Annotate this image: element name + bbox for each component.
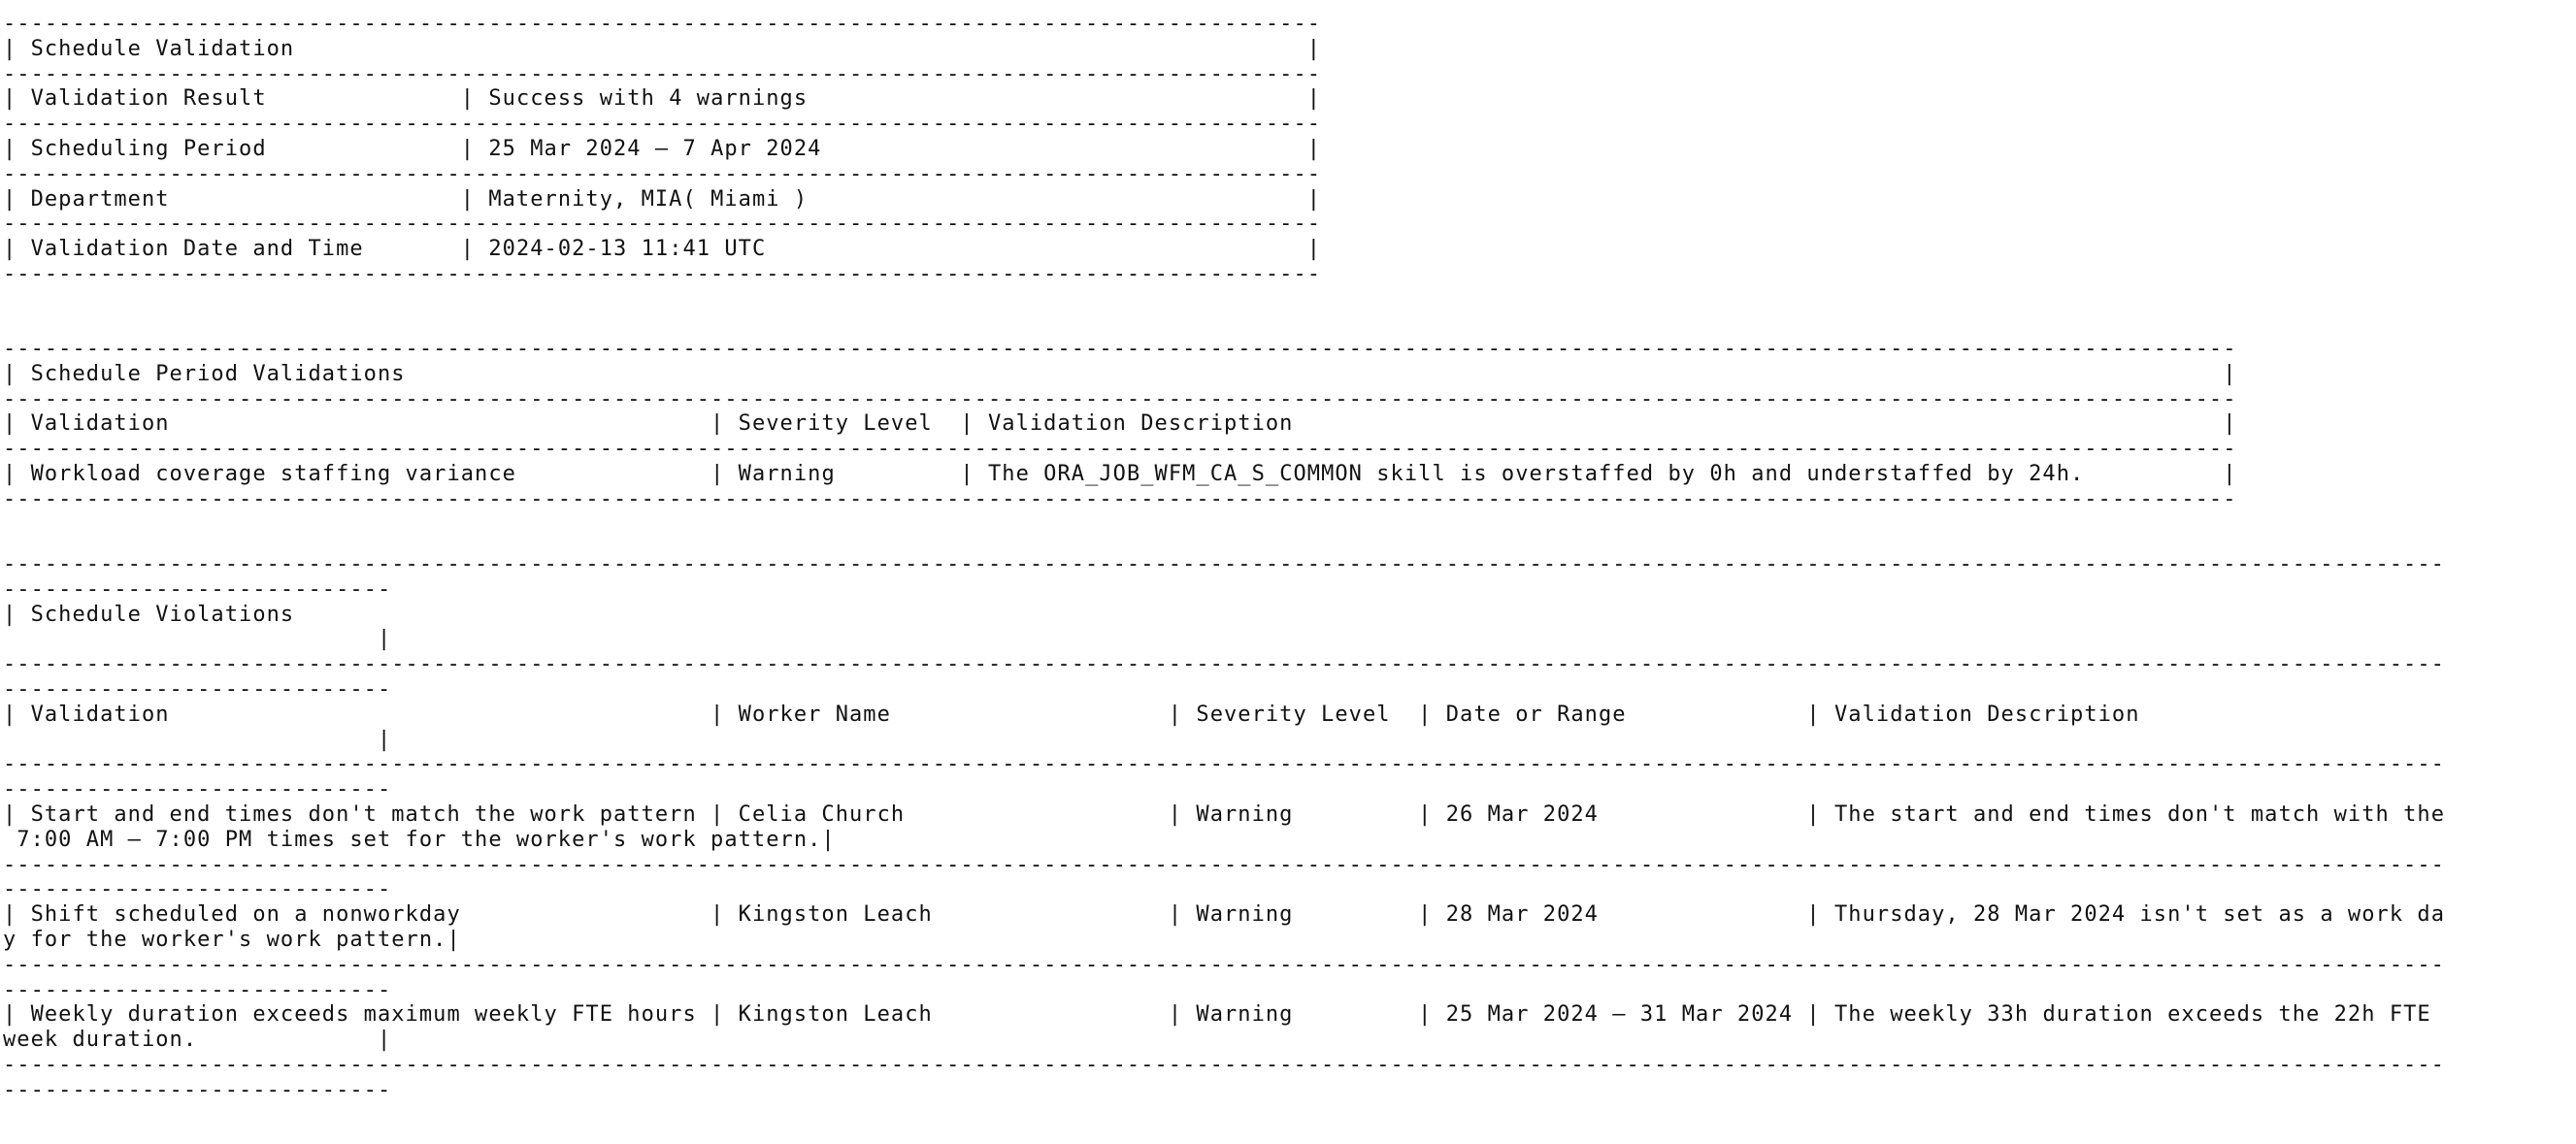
field-label: Validation Result	[30, 86, 267, 112]
section-title: Schedule Violations	[30, 602, 295, 627]
column-header: Severity Level	[738, 411, 933, 437]
field-value: 25 Mar 2024 – 7 Apr 2024	[488, 136, 822, 161]
table-cell: The start and end times don't match with the	[1834, 801, 2446, 827]
schedule-validation-table: ----------------------------------------------------------------------------------------------- | Schedule Validation | ----------------------------------------------------------------------------------------------- | Validation Result | Success with 4 warnings | ----------------------------------------------------------------------------------------------- | Scheduling Period | 25 Mar 2024 – 7 Apr 2024 | ----------------------------------------------------------------------------------------------- | Department | Maternity, MIA( Miami ) | ----------------------------------------------------------------------------------------------- | Validation Date and Time | 2024-02-13 11:41 UTC | -----------------------------------------------------------------------------------------------	[3, 12, 1322, 286]
column-header: Validation Description	[1834, 702, 2140, 727]
table-cell: 26 Mar 2024	[1445, 801, 1599, 827]
table-cell: Shift scheduled on a nonworkday	[30, 902, 461, 928]
field-label: Department	[30, 186, 170, 212]
table-cell: Warning	[738, 461, 836, 486]
table-cell: Workload coverage staffing variance	[30, 461, 516, 486]
column-header: Date or Range	[1445, 702, 1627, 727]
table-cell: Weekly duration exceeds maximum weekly FTE hours	[30, 1002, 697, 1028]
table-cell: Warning	[1196, 902, 1294, 928]
field-label: Validation Date and Time	[30, 237, 364, 262]
table-cell: Kingston Leach	[738, 902, 933, 928]
schedule-violations-table: -------------------------------------------------------------------------------------------------------------------------------------------------------------------------------- ---------------------------- | Schedule Violations | -------------------------------------------------------------------------------------------------------------------------------------------------------------------------------- ---------------------------- | Validation | Worker Name | Severity Level | Date or Range | Validation Description | -------------------------------------------------------------------------------------------------------------------------------------------------------------------------------- ---------------------------- | Start and end times don't match the work pattern | Celia Church | Warning | 26 Mar 2024 | The start and end times don't match with the 7:00 AM – 7:00 PM times set for the worker's work pattern.| -------------------------------------------------------------------------------------------------------------------------------------------------------------------------------- ---------------------------- | Shift scheduled on a nonworkday | Kingston Leach | Warning | 28 Mar 2024 | Thursday, 28 Mar 2024 isn't set as a work da y for the worker's work pattern.| -------------------------------------------------------------------------------------------------------------------------------------------------------------------------------- ---------------------------- | Weekly duration exceeds maximum weekly FTE hours | Kingston Leach | Warning | 25 Mar 2024 – 31 Mar 2024 | The weekly 33h duration exceeds the 22h FTE week duration. | -------------------------------------------------------------------------------------------------------------------------------------------------------------------------------- ----------------------------	[3, 552, 2446, 1102]
column-header: Severity Level	[1196, 702, 1391, 727]
table-cell: 25 Mar 2024 – 31 Mar 2024	[1445, 1002, 1794, 1028]
table-cell: The weekly 33h duration exceeds the 22h FTE	[1834, 1002, 2446, 1028]
table-cell: week duration.	[3, 1028, 198, 1053]
column-header: Worker Name	[738, 702, 891, 727]
table-cell: Warning	[1196, 1002, 1294, 1028]
field-value: Maternity, MIA( Miami )	[488, 186, 809, 212]
table-cell: Thursday, 28 Mar 2024 isn't set as a work da	[1834, 902, 2446, 928]
column-header: Validation Description	[987, 411, 1294, 437]
field-value: Success with 4 warnings	[488, 86, 809, 112]
table-cell: Kingston Leach	[738, 1002, 933, 1028]
section-title: Schedule Validation	[30, 36, 295, 61]
table-cell: Celia Church	[738, 801, 906, 827]
table-cell: y for the worker's work pattern.	[3, 927, 447, 952]
table-cell: 28 Mar 2024	[1445, 902, 1599, 928]
table-cell: The ORA_JOB_WFM_CA_S_COMMON skill is overstaffed by 0h and understaffed by 24h.	[988, 461, 2085, 486]
column-header: Validation	[30, 702, 170, 727]
column-header: Validation	[30, 411, 170, 437]
table-cell: Warning	[1196, 801, 1294, 827]
schedule-period-validations-table: ----------------------------------------------------------------------------------------------------------------------------------------------------------------- | Schedule Period Validations | ----------------------------------------------------------------------------------------------------------------------------------------------------------------- | Validation | Severity Level | Validation Description | ----------------------------------------------------------------------------------------------------------------------------------------------------------------- | Workload coverage staffing variance | Warning | The ORA_JOB_WFM_CA_S_COMMON skill is overstaffed by 0h and understaffed by 24h. | -----------------------------------------------------------------------------------------------------------------------------------------------------------------	[3, 337, 2237, 511]
field-label: Scheduling Period	[30, 136, 267, 161]
table-cell: 7:00 AM – 7:00 PM times set for the worker's work pattern.	[3, 827, 822, 852]
table-cell: Start and end times don't match the work pattern	[30, 801, 697, 827]
field-value: 2024-02-13 11:41 UTC	[488, 237, 767, 262]
section-title: Schedule Period Validations	[30, 361, 406, 386]
